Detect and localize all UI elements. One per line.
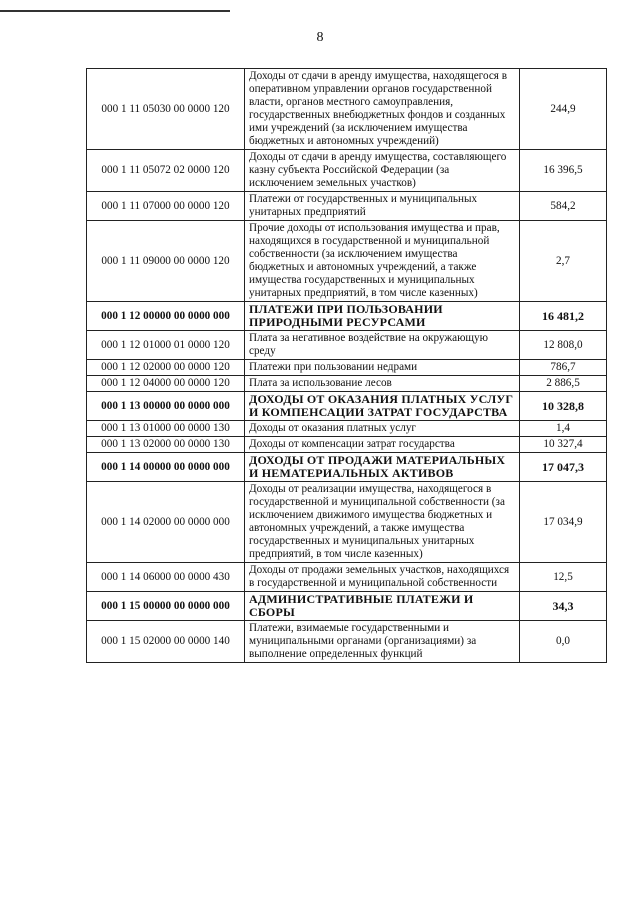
row-code: 000 1 15 02000 00 0000 140: [87, 621, 245, 663]
row-name: Платежи, взимаемые государственными и муниципальными органами (организациями) за выполнение определенных функций: [245, 621, 520, 663]
row-amount: 17 034,9: [520, 482, 607, 563]
row-name: Доходы от сдачи в аренду имущества, составляющего казну субъекта Российской Федерации (за исключением земельных участков): [245, 150, 520, 192]
page-number: 8: [316, 30, 324, 45]
section-row: [87, 392, 607, 421]
table-row: [87, 192, 607, 221]
row-code: 000 1 14 02000 00 0000 000: [87, 482, 245, 563]
row-amount: 2 886,5: [520, 376, 607, 392]
section-row: [87, 302, 607, 331]
row-amount: 12 808,0: [520, 331, 607, 360]
row-amount: 16 481,2: [520, 302, 607, 331]
row-name: Плата за использование лесов: [245, 376, 520, 392]
revenue-table-body: [87, 69, 607, 663]
row-name: ДОХОДЫ ОТ ПРОДАЖИ МАТЕРИАЛЬНЫХ И НЕМАТЕРИАЛЬНЫХ АКТИВОВ: [245, 453, 520, 482]
table-row: [87, 150, 607, 192]
row-amount: 12,5: [520, 563, 607, 592]
header-rule: [0, 10, 230, 12]
table-row: [87, 482, 607, 563]
row-code: 000 1 14 00000 00 0000 000: [87, 453, 245, 482]
row-name: Доходы от оказания платных услуг: [245, 421, 520, 437]
row-amount: 584,2: [520, 192, 607, 221]
row-amount: 786,7: [520, 360, 607, 376]
row-code: 000 1 12 01000 01 0000 120: [87, 331, 245, 360]
table-row: [87, 437, 607, 453]
row-amount: 2,7: [520, 221, 607, 302]
row-name: ПЛАТЕЖИ ПРИ ПОЛЬЗОВАНИИ ПРИРОДНЫМИ РЕСУРСАМИ: [245, 302, 520, 331]
row-amount: 244,9: [520, 69, 607, 150]
section-row: [87, 453, 607, 482]
row-code: 000 1 11 05030 00 0000 120: [87, 69, 245, 150]
row-amount: 16 396,5: [520, 150, 607, 192]
revenue-table: [86, 68, 607, 663]
row-name: Доходы от сдачи в аренду имущества, находящегося в оперативном управлении органов государственной власти, органов местного самоуправления, государственных внебюджетных фондов и созданных ими учреждений (за исключением имущества бюджетных и автономных учреждений): [245, 69, 520, 150]
row-name: Платежи от государственных и муниципальных унитарных предприятий: [245, 192, 520, 221]
row-code: 000 1 13 00000 00 0000 000: [87, 392, 245, 421]
row-code: 000 1 14 06000 00 0000 430: [87, 563, 245, 592]
row-name: Плата за негативное воздействие на окружающую среду: [245, 331, 520, 360]
row-name: Прочие доходы от использования имущества и прав, находящихся в государственной и муниципальной собственности (за исключением имущества бюджетных и автономных учреждений, а также имущества государственных и муниципальных унитарных предприятий, в том числе казенных): [245, 221, 520, 302]
table-row: [87, 621, 607, 663]
row-name: Платежи при пользовании недрами: [245, 360, 520, 376]
row-code: 000 1 12 00000 00 0000 000: [87, 302, 245, 331]
table-row: [87, 421, 607, 437]
table-row: [87, 376, 607, 392]
row-code: 000 1 11 07000 00 0000 120: [87, 192, 245, 221]
row-name: Доходы от продажи земельных участков, находящихся в государственной и муниципальной собственности: [245, 563, 520, 592]
row-code: 000 1 11 05072 02 0000 120: [87, 150, 245, 192]
row-code: 000 1 13 01000 00 0000 130: [87, 421, 245, 437]
table-row: [87, 360, 607, 376]
row-code: 000 1 11 09000 00 0000 120: [87, 221, 245, 302]
table-row: [87, 331, 607, 360]
row-name: Доходы от компенсации затрат государства: [245, 437, 520, 453]
row-amount: 10 328,8: [520, 392, 607, 421]
row-amount: 17 047,3: [520, 453, 607, 482]
row-code: 000 1 15 00000 00 0000 000: [87, 592, 245, 621]
section-row: [87, 592, 607, 621]
row-amount: 1,4: [520, 421, 607, 437]
row-code: 000 1 12 02000 00 0000 120: [87, 360, 245, 376]
table-row: [87, 221, 607, 302]
row-name: АДМИНИСТРАТИВНЫЕ ПЛАТЕЖИ И СБОРЫ: [245, 592, 520, 621]
table-row: [87, 69, 607, 150]
row-name: ДОХОДЫ ОТ ОКАЗАНИЯ ПЛАТНЫХ УСЛУГ И КОМПЕНСАЦИИ ЗАТРАТ ГОСУДАРСТВА: [245, 392, 520, 421]
row-code: 000 1 12 04000 00 0000 120: [87, 376, 245, 392]
row-amount: 34,3: [520, 592, 607, 621]
row-amount: 0,0: [520, 621, 607, 663]
row-amount: 10 327,4: [520, 437, 607, 453]
table-row: [87, 563, 607, 592]
row-name: Доходы от реализации имущества, находящегося в государственной и муниципальной собственности (за исключением движимого имущества бюджетных и автономных учреждений, а также имущества государственных и муниципальных унитарных предприятий, в том числе казенных): [245, 482, 520, 563]
row-code: 000 1 13 02000 00 0000 130: [87, 437, 245, 453]
